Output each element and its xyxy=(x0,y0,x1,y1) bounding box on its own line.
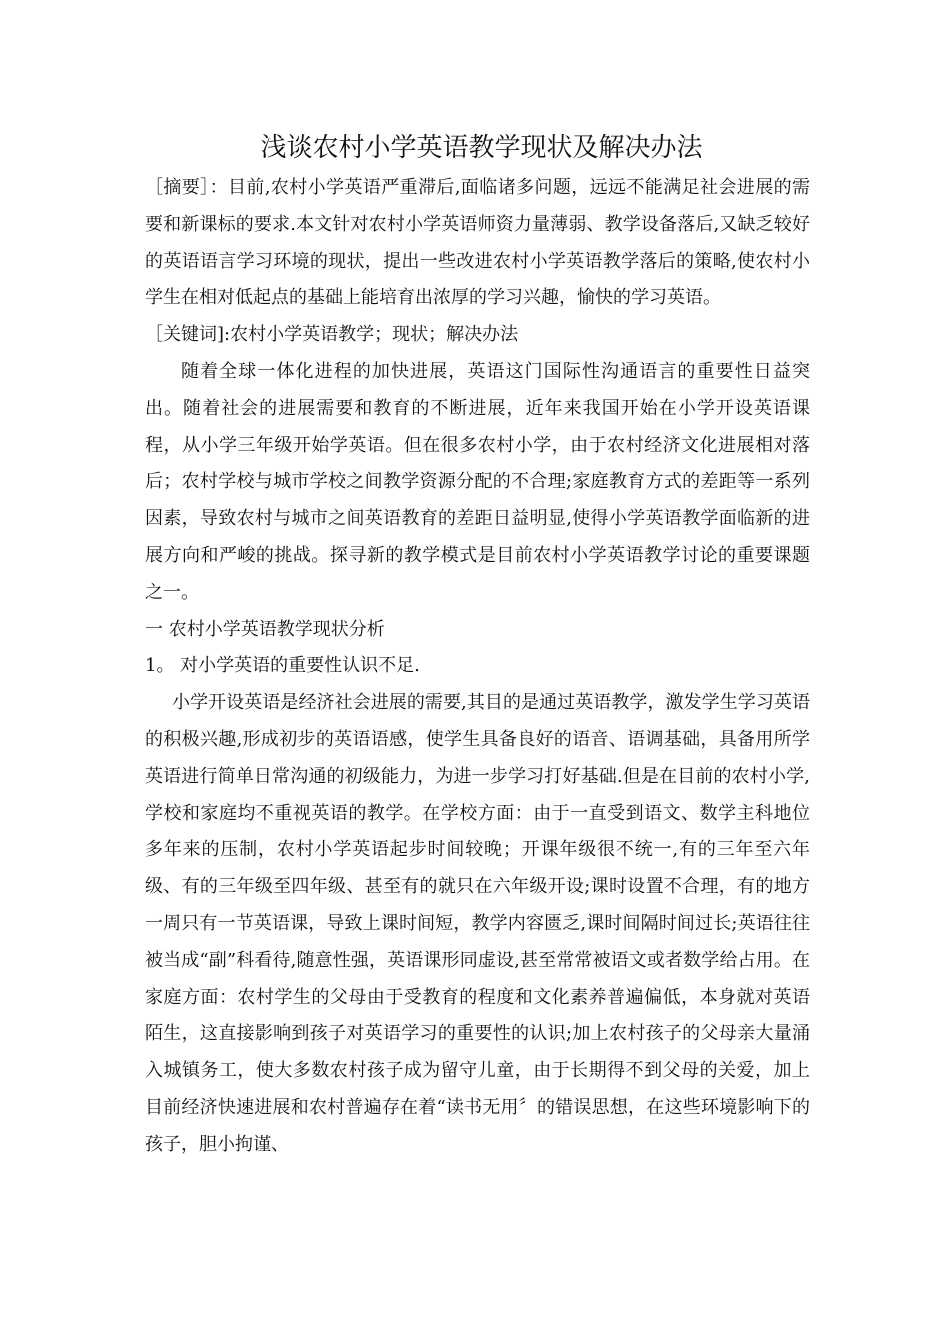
body-paragraph: 小学开设英语是经济社会进展的需要,其目的是通过英语教学，激发学生学习英语的积极兴趣,形成初步的英语语感，使学生具备良好的语音、语调基础，具备用所学英语进行简单日常沟通的初级能力，为进一步学习打好基础.但是在目前的农村小学,学校和家庭均不重视英语的教学。在学校方面：由于一直受到语文、数学主科地位多年来的压制，农村小学英语起步时间较晚；开课年级很不统一,有的三年至六年级、有的三年级至四年级、甚至有的就只在六年级开设;课时设置不合理，有的地方一周只有一节英语课，导致上课时间短，教学内容匮乏,课时间隔时间过长;英语往往被当成“副”科看待,随意性强，英语课形同虚设,甚至常常被语文或者数学给占用。在家庭方面：农村学生的父母由于受教育的程度和文化素养普遍偏低，本身就对英语陌生，这直接影响到孩子对英语学习的重要性的认识;加上农村孩子的父母亲大量涌入城镇务工，使大多数农村孩子成为留守儿童，由于长期得不到父母的关爱，加上目前经济快速进展和农村普遍存在着“读书无用〞的错误思想，在这些环境影响下的孩子，胆小拘谨、 xyxy=(145,692,810,1155)
section-heading: 一 农村小学英语教学现状分析 xyxy=(145,618,385,640)
keywords-line: ［关键词]:农村小学英语教学；现状；解决办法 xyxy=(145,324,519,346)
document-title: 浅谈农村小学英语教学现状及解决办法 xyxy=(260,133,703,163)
abstract-paragraph: ［摘要］：目前,农村小学英语严重滞后,面临诸多问题，远远不能满足社会进展的需要和新课标的要求.本文针对农村小学英语师资力量薄弱、教学设备落后,又缺乏较好的英语语言学习环境的现状，提出一些改进农村小学英语教学落后的策略,使农村小学生在相对低起点的基础上能培育出浓厚的学习兴趣，愉快的学习英语。 xyxy=(145,177,810,309)
subsection-heading: 1。 对小学英语的重要性认识不足. xyxy=(145,655,420,677)
intro-paragraph: 随着全球一体化进程的加快进展，英语这门国际性沟通语言的重要性日益突出。随着社会的进展需要和教育的不断进展，近年来我国开始在小学开设英语课程，从小学三年级开始学英语。但在很多农村小学，由于农村经济文化进展相对落后；农村学校与城市学校之间教学资源分配的不合理;家庭教育方式的差距等一系列因素，导致农村与城市之间英语教育的差距日益明显,使得小学英语教学面临新的进展方向和严峻的挑战。探寻新的教学模式是目前农村小学英语教学讨论的重要课题之一。 xyxy=(145,360,810,603)
